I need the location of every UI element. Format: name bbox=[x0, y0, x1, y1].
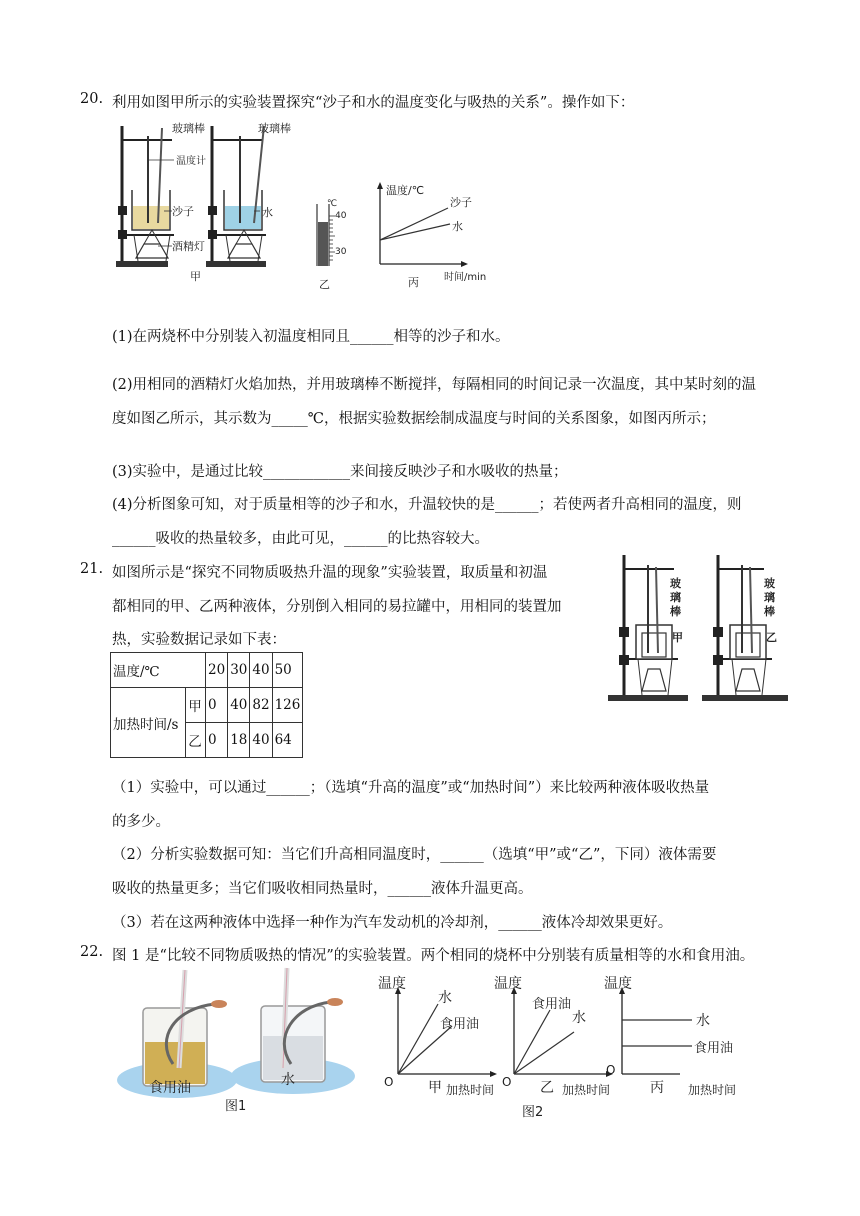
q22-number: 22. bbox=[80, 944, 104, 960]
a-water-label: 水 bbox=[438, 990, 452, 1006]
q20-stem: 利用如图甲所示的实验装置探究“沙子和水的温度变化与吸热的关系”。操作如下： bbox=[112, 95, 635, 111]
value-cell: 82 bbox=[250, 688, 272, 723]
temp-cell: 20 bbox=[206, 653, 228, 688]
label-thermometer: 温度计 bbox=[176, 156, 206, 167]
q21-part1-line2: 的多少。 bbox=[112, 814, 170, 830]
a-ylabel: 温度 bbox=[378, 976, 406, 992]
sand-line bbox=[380, 208, 448, 240]
q21-rod-label-1c: 棒 bbox=[670, 605, 681, 618]
q20-part4-line1: (4)分析图象可知，对于质量相等的沙子和水，升温较快的是______；若使两者升高相同的温度，则 bbox=[112, 497, 742, 513]
q21-label-yi: 乙 bbox=[766, 631, 777, 644]
value-cell: 40 bbox=[250, 723, 272, 758]
a-name: 甲 bbox=[428, 1080, 442, 1096]
q21-number: 21. bbox=[80, 561, 104, 577]
q22-figure-1 bbox=[115, 968, 365, 1118]
q20-part1: (1)在两烧杯中分别装入初温度相同且______相等的沙子和水。 bbox=[112, 329, 510, 345]
stand-base bbox=[116, 261, 168, 267]
row-label-yi: 乙 bbox=[186, 723, 206, 758]
q20-part4-line2: ______吸收的热量较多，由此可见，______的比热容较大。 bbox=[112, 531, 489, 547]
label-glass-rod-1: 玻璃棒 bbox=[172, 122, 205, 135]
q22-figure-2 bbox=[374, 974, 774, 1124]
q21-stem-line2: 都相同的甲、乙两种液体，分别倒入相同的易拉罐中，用相同的装置加 bbox=[112, 599, 562, 615]
q20-figure-bing-graph bbox=[372, 180, 502, 290]
label-yi: 乙 bbox=[319, 278, 330, 291]
bing-water-label: 水 bbox=[452, 220, 463, 233]
fig1-water-label: 水 bbox=[281, 1072, 295, 1088]
table-row bbox=[111, 653, 303, 688]
q20-figure-jia bbox=[114, 118, 291, 283]
thermo-unit: ℃ bbox=[327, 199, 338, 209]
value-cell: 0 bbox=[206, 688, 228, 723]
fig2-caption: 图2 bbox=[522, 1105, 544, 1120]
label-water: 水 bbox=[262, 206, 273, 219]
q21-part2-line2: 吸收的热量更多；当它们吸收相同热量时，______液体升温更高。 bbox=[112, 881, 533, 897]
c-xlabel: 加热时间 bbox=[688, 1083, 737, 1097]
fig1-caption: 图1 bbox=[225, 1099, 247, 1114]
a-origin: O bbox=[384, 1075, 394, 1089]
b-water-label: 水 bbox=[572, 1010, 586, 1026]
q20-part3: (3)实验中，是通过比较____________来间接反映沙子和水吸收的热量； bbox=[112, 464, 568, 480]
q21-stem-line1: 如图所示是“探究不同物质吸热升温的现象”实验装置，取质量和初温 bbox=[112, 565, 548, 581]
temp-cell: 30 bbox=[228, 653, 250, 688]
q21-rod-label-1a: 玻 bbox=[670, 577, 681, 590]
temp-cell: 40 bbox=[250, 653, 272, 688]
a-xlabel: 加热时间 bbox=[446, 1083, 495, 1097]
value-cell: 126 bbox=[272, 688, 303, 723]
q21-rod-label-2a: 玻 bbox=[764, 577, 775, 590]
q21-rod-label-1b: 璃 bbox=[670, 591, 681, 604]
sand-fill bbox=[133, 206, 169, 229]
q20-part2-line2: 度如图乙所示，其示数为_____℃，根据实验数据绘制成温度与时间的关系图象，如图丙所示； bbox=[112, 411, 716, 427]
q20-figure-yi-thermometer bbox=[305, 196, 345, 296]
b-xlabel: 加热时间 bbox=[562, 1083, 611, 1097]
label-bing: 丙 bbox=[408, 276, 419, 289]
b-oil-line bbox=[514, 1010, 550, 1074]
value-cell: 64 bbox=[272, 723, 303, 758]
mercury-column bbox=[318, 222, 328, 266]
bing-ylabel: 温度/℃ bbox=[386, 184, 425, 197]
b-name: 乙 bbox=[540, 1080, 554, 1096]
temp-cell: 50 bbox=[272, 653, 303, 688]
q20-number: 20. bbox=[80, 91, 104, 107]
c-water-label: 水 bbox=[696, 1013, 710, 1029]
value-cell: 0 bbox=[206, 723, 228, 758]
row-label-jia: 甲 bbox=[186, 688, 206, 723]
q21-label-jia: 甲 bbox=[672, 631, 683, 644]
c-ylabel: 温度 bbox=[604, 976, 632, 992]
thermo-tick-40: 40 bbox=[335, 211, 347, 221]
table-row bbox=[111, 688, 303, 723]
bing-sand-label: 沙子 bbox=[450, 196, 472, 209]
c-origin: O bbox=[606, 1063, 616, 1077]
thermo-tick-30: 30 bbox=[335, 247, 347, 257]
b-water-line bbox=[514, 1032, 574, 1074]
label-glass-rod-2: 玻璃棒 bbox=[258, 122, 291, 135]
label-lamp: 酒精灯 bbox=[172, 240, 205, 253]
q21-stem-line3: 热，实验数据记录如下表： bbox=[112, 632, 286, 648]
water-line bbox=[380, 224, 450, 240]
b-origin: O bbox=[502, 1075, 512, 1089]
c-name: 丙 bbox=[650, 1080, 664, 1096]
q21-rod-label-2c: 棒 bbox=[764, 605, 775, 618]
q21-part1-line1: （1）实验中，可以通过______；（选填“升高的温度”或“加热时间”）来比较两种液体吸收热量 bbox=[112, 780, 710, 796]
b-ylabel: 温度 bbox=[494, 976, 522, 992]
q21-data-table bbox=[110, 652, 303, 758]
q20-part2-line1: (2)用相同的酒精灯火焰加热，并用玻璃棒不断搅拌，每隔相同的时间记录一次温度，其中某时刻的温 bbox=[112, 377, 757, 393]
a-water-line bbox=[398, 1004, 438, 1074]
a-oil-label: 食用油 bbox=[440, 1017, 480, 1032]
c-oil-label: 食用油 bbox=[694, 1041, 734, 1056]
b-oil-label: 食用油 bbox=[532, 997, 572, 1012]
q21-part3: （3）若在这两种液体中选择一种作为汽车发动机的冷却剂，______液体冷却效果更好。 bbox=[112, 915, 673, 931]
value-cell: 18 bbox=[228, 723, 250, 758]
value-cell: 40 bbox=[228, 688, 250, 723]
q21-rod-label-2b: 璃 bbox=[764, 591, 775, 604]
q21-figure-apparatus bbox=[604, 545, 792, 715]
bing-xlabel: 时间/min bbox=[444, 272, 487, 283]
temp-header: 温度/℃ bbox=[111, 653, 206, 688]
fig1-oil-label: 食用油 bbox=[149, 1080, 191, 1096]
q21-part2-line1: （2）分析实验数据可知：当它们升高相同温度时，______（选填“甲”或“乙”，下同）液体需要 bbox=[112, 847, 717, 863]
label-sand: 沙子 bbox=[172, 205, 194, 218]
q22-stem: 图 1 是“比较不同物质吸热的情况”的实验装置。两个相同的烧杯中分别装有质量相等的水和食用油。 bbox=[112, 948, 755, 964]
label-jia: 甲 bbox=[190, 270, 201, 283]
oil-fill bbox=[145, 1042, 205, 1084]
a-oil-line bbox=[398, 1026, 452, 1074]
time-header: 加热时间/s bbox=[111, 688, 186, 758]
